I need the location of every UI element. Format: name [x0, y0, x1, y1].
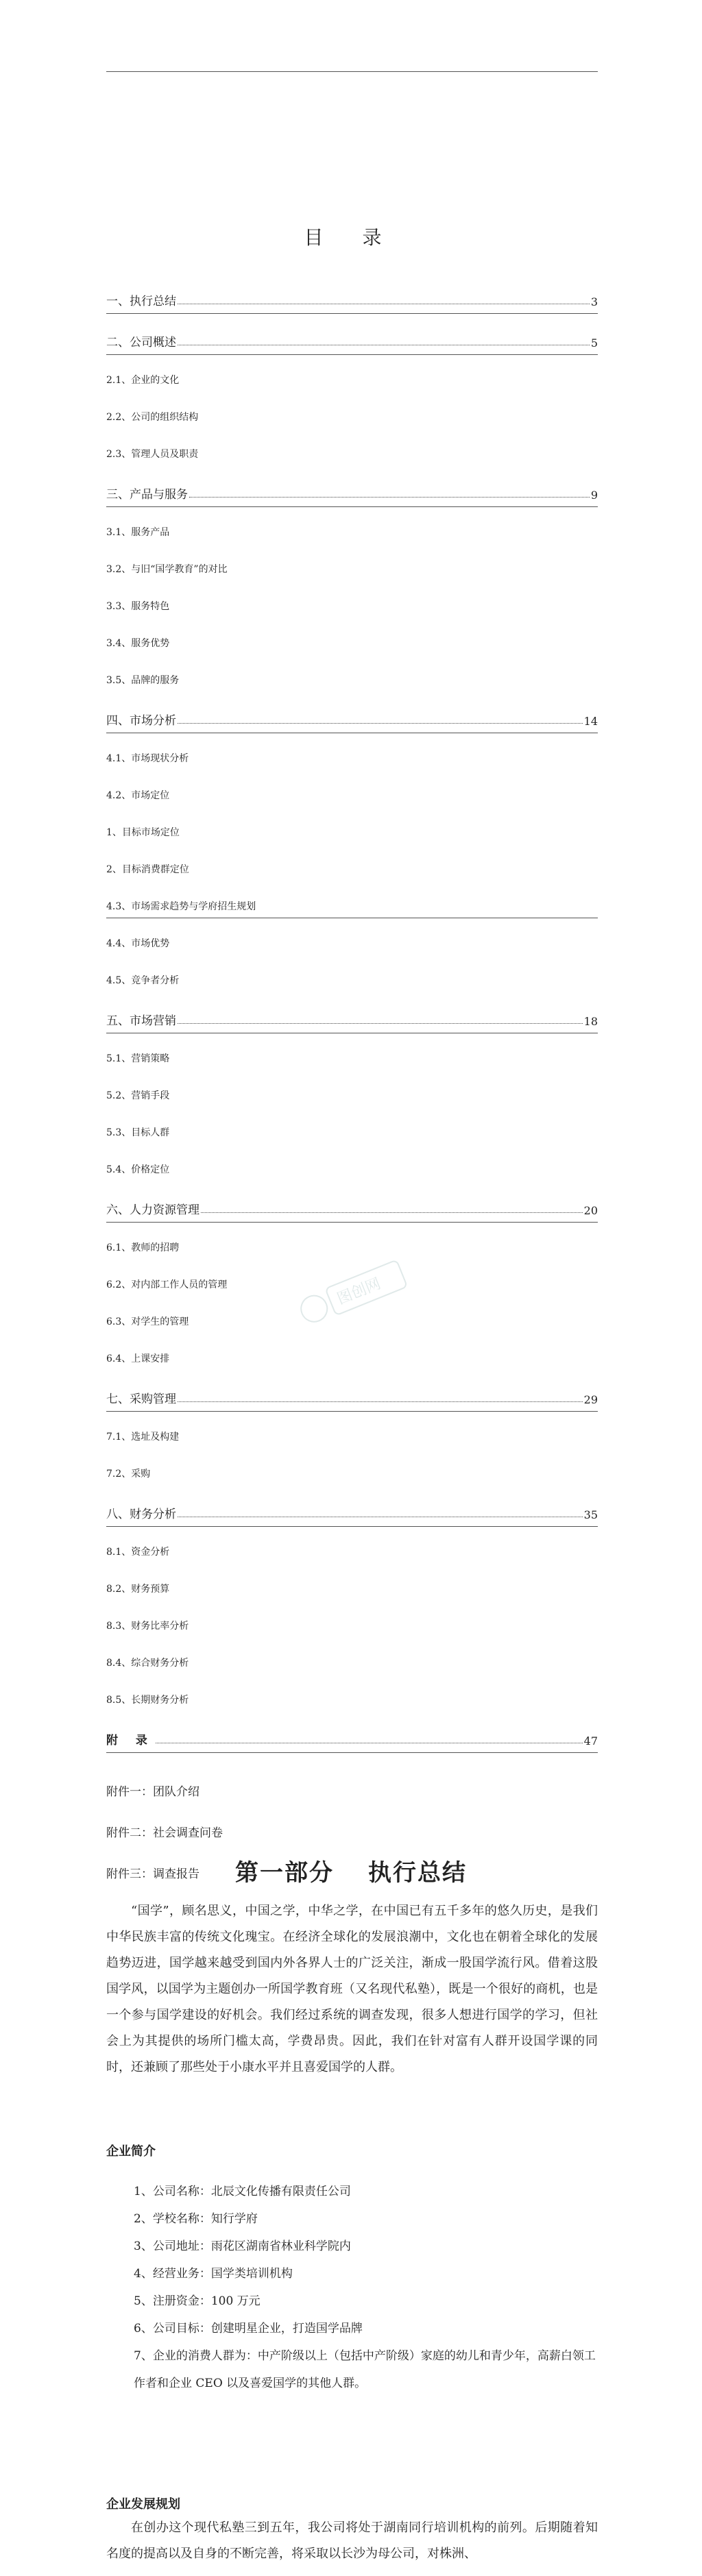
toc-item[interactable] — [106, 1638, 598, 1675]
toc-leader-dots — [189, 497, 590, 498]
appendix-item[interactable]: 附件一：团队介绍 — [106, 1785, 199, 1799]
toc-item-label: 6.2、对内部工作人员的管理 — [106, 1279, 228, 1290]
toc-item-label: 5.2、营销手段 — [106, 1090, 170, 1101]
section-part: 第一部分 — [235, 1859, 334, 1887]
toc-item-label: 4.2、市场定位 — [106, 790, 170, 801]
toc-item[interactable] — [106, 1486, 598, 1527]
company-info-item: 2、学校名称：知行学府 — [134, 2212, 258, 2226]
header-rule — [106, 71, 598, 72]
table-of-contents — [106, 273, 598, 1753]
company-info-item: 3、公司地址：雨花区湖南省林业科学院内 — [134, 2240, 351, 2253]
company-info-item: 5、注册资金：100 万元 — [134, 2294, 261, 2308]
toc-item-label: 1、目标市场定位 — [106, 827, 180, 838]
toc-item-label: 七、采购管理 — [106, 1393, 176, 1406]
toc-item-label: 8.2、财务预算 — [106, 1584, 170, 1595]
toc-item-label: 2.1、企业的文化 — [106, 375, 180, 386]
company-intro-heading: 企业简介 — [106, 2144, 156, 2159]
toc-item[interactable] — [106, 1033, 598, 1070]
toc-item[interactable] — [106, 692, 598, 733]
toc-item[interactable] — [106, 1449, 598, 1486]
watermark-text: 图创网 — [335, 1275, 384, 1308]
toc-item[interactable] — [106, 770, 598, 807]
toc-item-label: 5.4、价格定位 — [106, 1164, 170, 1175]
toc-item-label: 3.4、服务优势 — [106, 638, 170, 649]
toc-item-label: 4.1、市场现状分析 — [106, 753, 189, 764]
company-info-item: 4、经营业务：国学类培训机构 — [134, 2267, 293, 2281]
toc-item-label: 7.1、选址及构建 — [106, 1432, 180, 1443]
toc-item-label: 三、产品与服务 — [106, 488, 188, 502]
toc-item-label: 4.3、市场需求趋势与学府招生规划 — [106, 901, 256, 912]
toc-item-label: 8.1、资金分析 — [106, 1547, 170, 1558]
toc-item[interactable] — [106, 1144, 598, 1181]
toc-item-label: 2、目标消费群定位 — [106, 864, 189, 875]
toc-item[interactable] — [106, 507, 598, 544]
section-name: 执行总结 — [368, 1859, 467, 1887]
toc-item[interactable] — [106, 581, 598, 618]
toc-item-label: 一、执行总结 — [106, 295, 176, 308]
toc-item[interactable] — [106, 881, 598, 918]
toc-item[interactable] — [106, 992, 598, 1033]
intro-paragraph: “国学”，顾名思义，中国之学，中华之学，在中国已有五千多年的悠久历史，是我们中华民族丰富的传统文化瑰宝。在经济全球化的发展浪潮中，文化也在朝着全球化的发展趋势迈进，国学越来越受到国内外各界人士的广泛关注，渐成一股国学流行风。借着这股国学风，以国学为主题创办一所国学教育班（又名现代私塾），既是一个很好的商机，也是一个参与国学建设的好机会。我们经过系统的调查发现，很多人想进行国学的学习，但社会上为其提供的场所门槛太高，学费昂贵。因此，我们在针对富有人群开设国学课的同时，还兼顾了那些处于小康水平并且喜爱国学的人群。 — [106, 1904, 598, 2074]
toc-item[interactable] — [106, 1070, 598, 1107]
toc-item[interactable] — [106, 1675, 598, 1712]
toc-item-label: 六、人力资源管理 — [106, 1203, 199, 1217]
section-title — [0, 1854, 702, 1887]
toc-item-page: 29 — [583, 1393, 598, 1406]
toc-item-page: 35 — [583, 1508, 598, 1521]
plan-heading: 企业发展规划 — [106, 2497, 180, 2512]
toc-item[interactable] — [106, 844, 598, 881]
toc-item-label: 6.1、教师的招聘 — [106, 1242, 180, 1253]
toc-item-label: 8.4、综合财务分析 — [106, 1658, 189, 1669]
toc-item-page: 5 — [590, 336, 598, 349]
appendix-item[interactable]: 附件二：社会调查问卷 — [106, 1826, 223, 1840]
toc-item-label: 5.3、目标人群 — [106, 1127, 170, 1138]
toc-item-label: 4.5、竞争者分析 — [106, 975, 180, 986]
toc-item[interactable] — [106, 544, 598, 581]
toc-item-label: 4.4、市场优势 — [106, 938, 170, 949]
toc-item-label: 附 录 — [106, 1734, 154, 1747]
toc-leader-dots — [201, 1212, 583, 1213]
toc-title: 目 录 — [304, 226, 398, 249]
toc-item-label: 3.1、服务产品 — [106, 527, 170, 538]
toc-item[interactable] — [106, 618, 598, 655]
toc-item[interactable] — [106, 466, 598, 507]
toc-item[interactable] — [106, 807, 598, 844]
toc-item-page: 14 — [583, 715, 598, 728]
toc-item[interactable] — [106, 1601, 598, 1638]
toc-item-label: 2.2、公司的组织结构 — [106, 412, 199, 423]
toc-item-label: 2.3、管理人员及职责 — [106, 449, 199, 460]
toc-item[interactable] — [106, 1181, 598, 1223]
toc-item[interactable] — [106, 1527, 598, 1564]
toc-item[interactable] — [106, 1334, 598, 1371]
company-info-item: 1、公司名称：北辰文化传播有限责任公司 — [134, 2185, 351, 2198]
toc-leader-dots — [178, 1023, 583, 1024]
toc-item-label: 8.3、财务比率分析 — [106, 1621, 189, 1632]
toc-item-label: 八、财务分析 — [106, 1508, 176, 1521]
toc-item-page: 18 — [583, 1015, 598, 1028]
toc-item-label: 四、市场分析 — [106, 714, 176, 728]
toc-item[interactable] — [106, 314, 598, 355]
toc-item[interactable] — [106, 1223, 598, 1260]
toc-item-label: 3.2、与旧“国学教育”的对比 — [106, 564, 228, 575]
toc-item[interactable] — [106, 355, 598, 392]
toc-item-label: 二、公司概述 — [106, 336, 176, 349]
toc-item[interactable] — [106, 733, 598, 770]
toc-item[interactable] — [106, 1412, 598, 1449]
plan-paragraph: 在创办这个现代私塾三到五年，我公司将处于湖南同行培训机构的前列。后期随着知名度的提高以及自身的不断完善，将采取以长沙为母公司，对株洲、 — [106, 2520, 598, 2561]
company-info-item: 7、企业的消费人群为：中产阶级以上（包括中产阶级）家庭的幼儿和青少年，高薪白领工作者和企业 CEO 以及喜爱国学的其他人群。 — [134, 2349, 596, 2390]
company-info-list — [134, 2178, 600, 2397]
toc-item[interactable] — [106, 1107, 598, 1144]
toc-leader-dots — [178, 723, 583, 724]
toc-item-label: 五、市场营销 — [106, 1014, 176, 1028]
toc-item[interactable] — [106, 1564, 598, 1601]
toc-item-label: 7.2、采购 — [106, 1469, 151, 1480]
toc-item-page: 47 — [583, 1734, 598, 1747]
toc-item-label: 3.5、品牌的服务 — [106, 675, 180, 686]
toc-item[interactable] — [106, 429, 598, 466]
toc-item-label: 5.1、营销策略 — [106, 1053, 170, 1064]
toc-item[interactable] — [106, 955, 598, 992]
toc-item-page: 9 — [590, 489, 598, 502]
company-info-item: 6、公司目标：创建明星企业，打造国学品牌 — [134, 2322, 363, 2335]
toc-item-page: 3 — [590, 295, 598, 308]
toc-item-page: 20 — [583, 1204, 598, 1217]
toc-item[interactable] — [106, 392, 598, 429]
toc-item[interactable] — [106, 273, 598, 314]
toc-item-label: 3.3、服务特色 — [106, 601, 170, 612]
appendix-item[interactable]: 附件三：调查报告 — [106, 1867, 199, 1881]
watermark-logo-icon — [296, 1291, 332, 1327]
toc-item-label: 6.3、对学生的管理 — [106, 1316, 189, 1327]
toc-item[interactable] — [106, 655, 598, 692]
toc-item-label: 6.4、上课安排 — [106, 1353, 170, 1364]
toc-item[interactable] — [106, 1371, 598, 1412]
toc-leader-dots — [178, 1401, 583, 1402]
toc-item[interactable] — [106, 1712, 598, 1753]
toc-item[interactable] — [106, 918, 598, 955]
toc-item-label: 8.5、长期财务分析 — [106, 1695, 189, 1706]
